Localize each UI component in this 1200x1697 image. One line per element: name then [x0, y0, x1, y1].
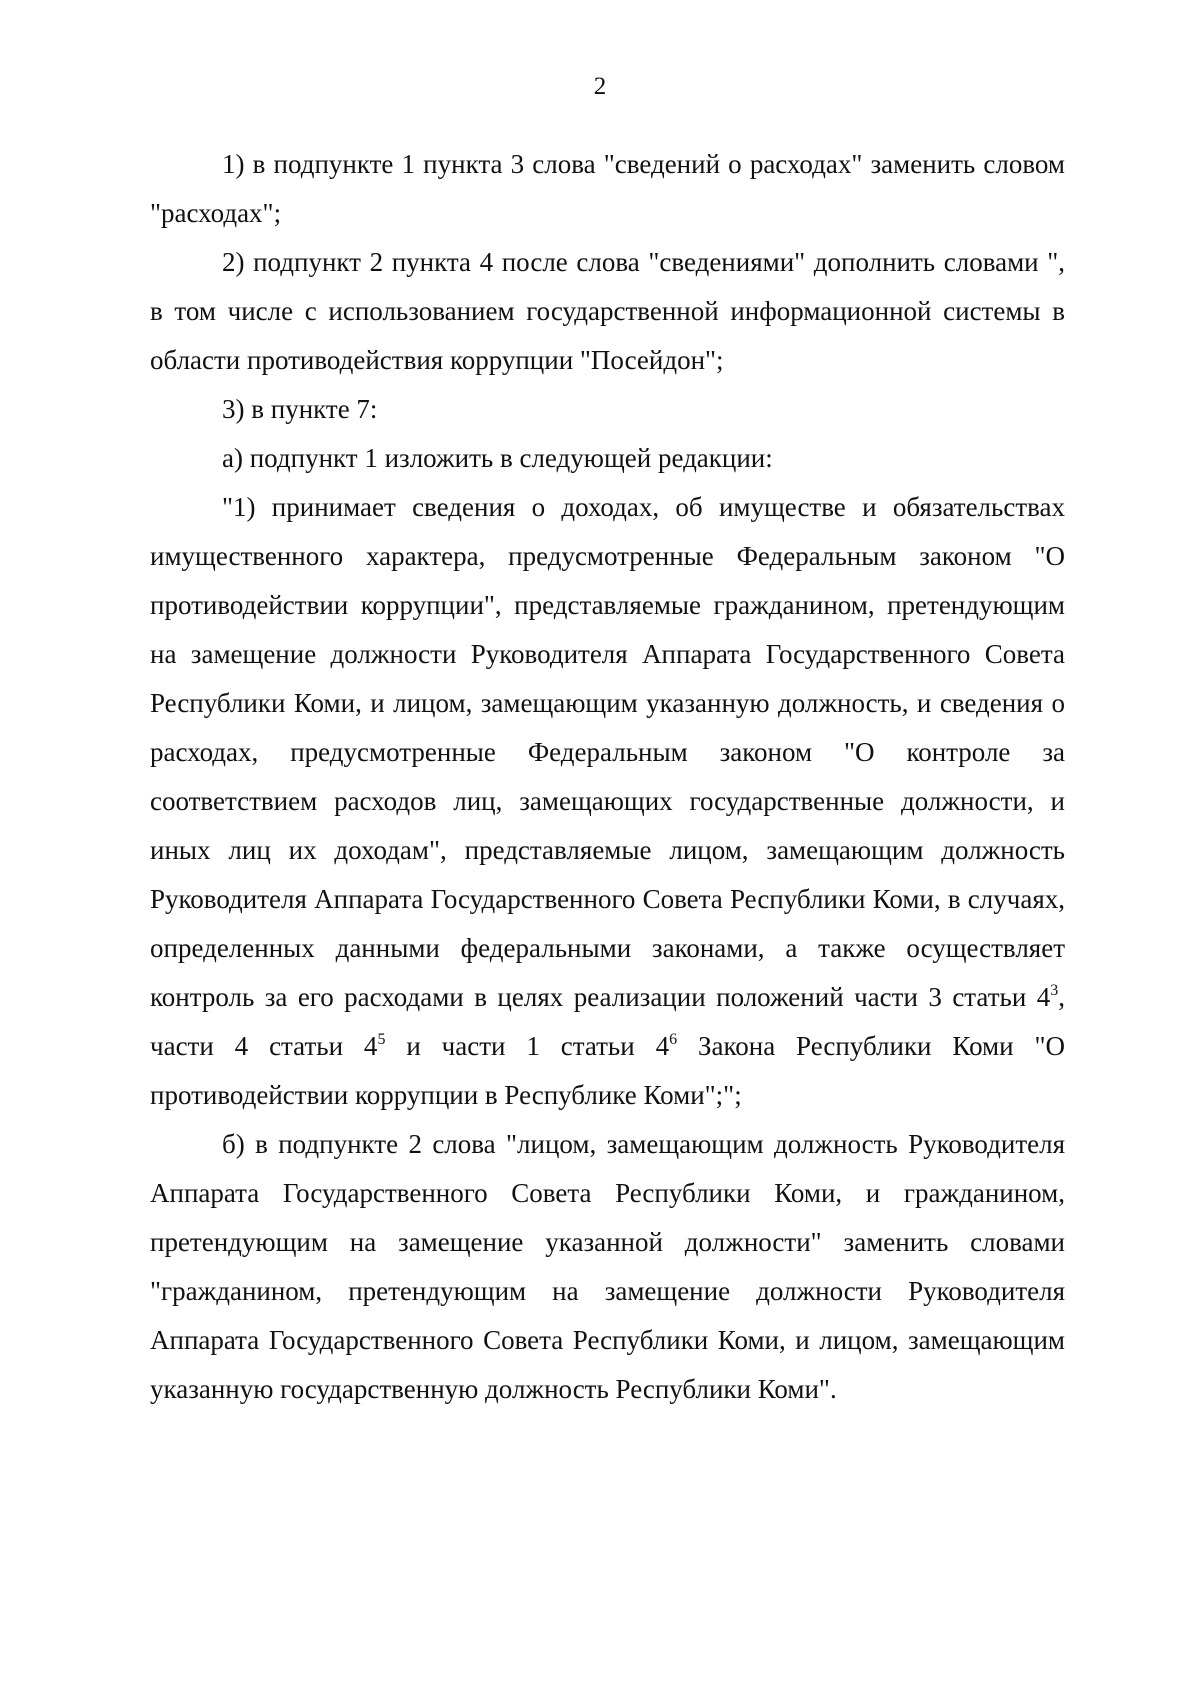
page-number: 2 — [593, 73, 607, 100]
superscript-3: 3 — [1050, 982, 1059, 999]
quoted-text-part-4: Закона Республики Коми "О противодействии коррупции в Республике Коми";"; — [150, 1031, 1065, 1110]
quoted-text-part-2: , части 4 статьи 4 — [150, 982, 1065, 1061]
document-body — [150, 140, 1065, 1414]
quoted-text-part-1: "1) принимает сведения о доходах, об имуществе и обязательствах имущественного характера, предусмотренные Федеральным законом "О противодействии коррупции", представляемые гражданином, претендующим на замещение должности Руководителя Аппарата Государственного Совета Республики Коми, и лицом, замещающим указанную должность, и сведения о расходах, предусмотренные Федеральным законом "О контроле за соответствием расходов лиц, замещающих государственные должности, и иных лиц их доходам", представляемые лицом, замещающим должность Руководителя Аппарата Государственного Совета Республики Коми, в случаях, определенных данными федеральными законами, а также осуществляет контроль за его расходами в целях реализации положений части 3 статьи 4 — [150, 492, 1065, 1012]
superscript-5: 5 — [377, 1031, 386, 1048]
paragraph-subitem-b: б) в подпункте 2 слова "лицом, замещающим должность Руководителя Аппарата Государственного Совета Республики Коми, и гражданином, претендующим на замещение указанной должности" заменить словами "гражданином, претендующим на замещение должности Руководителя Аппарата Государственного Совета Республики Коми, и лицом, замещающим указанную государственную должность Республики Коми". — [150, 1129, 1065, 1404]
superscript-6: 6 — [669, 1031, 678, 1048]
paragraph-subitem-a: а) подпункт 1 изложить в следующей редакции: — [222, 443, 773, 473]
paragraph-item-1: 1) в подпункте 1 пункта 3 слова "сведений о расходах" заменить словом "расходах"; — [150, 149, 1065, 228]
quoted-new-wording — [150, 483, 1065, 1120]
paragraph-item-3: 3) в пункте 7: — [222, 394, 378, 424]
paragraph-item-2: 2) подпункт 2 пункта 4 после слова "сведениями" дополнить словами ", в том числе с использованием государственной информационной системы в области противодействия коррупции "Посейдон"; — [150, 247, 1065, 375]
quoted-text-part-3: и части 1 статьи 4 — [385, 1031, 670, 1061]
